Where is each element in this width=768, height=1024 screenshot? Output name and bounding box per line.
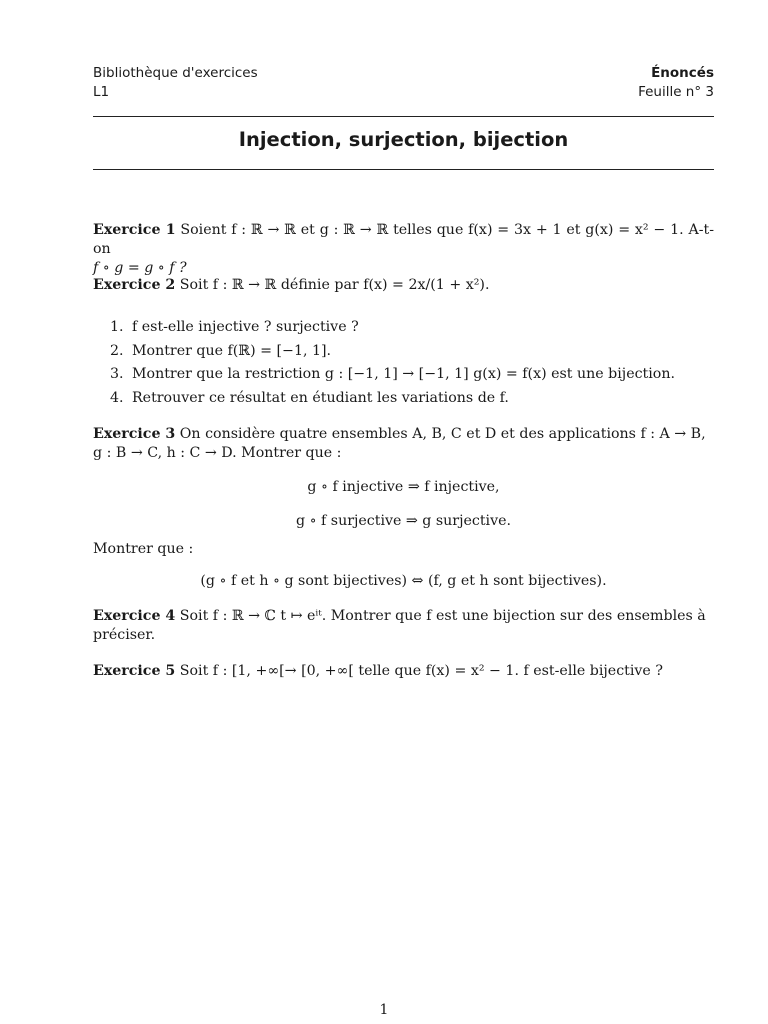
exercise-1-line1: Soient f : ℝ → ℝ et g : ℝ → ℝ telles que f(x) = 3x + 1 et g(x) = x² − 1. A-t-on bbox=[93, 222, 714, 257]
list-item-number: 2. bbox=[110, 342, 124, 359]
list-item-text: Retrouver ce résultat en étudiant les variations de f. bbox=[132, 389, 509, 406]
equation-surjective: g ∘ f surjective ⇒ g surjective. bbox=[295, 513, 511, 529]
list-item-number: 3. bbox=[110, 366, 124, 382]
exercise-3-line1: On considère quatre ensembles A, B, C et D et des applications f : A → B, bbox=[179, 426, 706, 442]
page-title: Injection, surjection, bijection bbox=[238, 128, 569, 151]
header-left bbox=[93, 64, 258, 102]
page-number: 1 bbox=[379, 1002, 389, 1018]
list-item-text: Montrer que la restriction g : [−1, 1] → [−1, 1] g(x) = f(x) est une bijection. bbox=[132, 366, 675, 382]
exercise-3-line2: g : B → C, h : C → D. Montrer que : bbox=[93, 445, 342, 461]
exercise-1 bbox=[93, 221, 714, 278]
exercise-3 bbox=[93, 425, 714, 463]
top-rule bbox=[93, 116, 714, 117]
header-right bbox=[638, 64, 714, 102]
list-item bbox=[110, 316, 714, 340]
list-item bbox=[110, 387, 714, 411]
exercise-3-label: Exercice 3 bbox=[93, 426, 176, 442]
exercise-4 bbox=[93, 607, 714, 645]
exercise-2 bbox=[93, 276, 714, 295]
exercise-4-line1: Soit f : ℝ → ℂ t ↦ eⁱᵗ. Montrer que f est une bijection sur des ensembles à bbox=[179, 608, 706, 624]
exercise-1-label: Exercice 1 bbox=[93, 222, 176, 238]
list-item-text: Montrer que f(ℝ) = [−1, 1]. bbox=[132, 342, 332, 359]
equation-bijective: (g ∘ f et h ∘ g sont bijectives) ⇔ (f, g et h sont bijectives). bbox=[200, 573, 607, 589]
exercise-5 bbox=[93, 662, 714, 681]
list-item bbox=[110, 340, 714, 364]
list-item-number: 1. bbox=[110, 319, 124, 335]
section-name: Énoncés bbox=[651, 65, 714, 81]
list-item-text: f est-elle injective ? surjective ? bbox=[132, 319, 359, 335]
exercise-5-label: Exercice 5 bbox=[93, 663, 176, 679]
list-item-number: 4. bbox=[110, 389, 124, 406]
sheet-number: Feuille n° 3 bbox=[638, 84, 714, 100]
exercise-2-list bbox=[110, 316, 714, 410]
exercise-1-line2: f ∘ g = g ∘ f ? bbox=[93, 260, 187, 276]
exercise-4-label: Exercice 4 bbox=[93, 608, 176, 624]
list-item bbox=[110, 363, 714, 387]
exercise-2-label: Exercice 2 bbox=[93, 277, 176, 293]
equation-injective: g ∘ f injective ⇒ f injective, bbox=[307, 479, 500, 495]
exercise-5-text: Soit f : [1, +∞[→ [0, +∞[ telle que f(x) = x² − 1. f est-elle bijective ? bbox=[179, 663, 663, 679]
library-name: Bibliothèque d'exercices bbox=[93, 65, 258, 81]
exercise-2-text: Soit f : ℝ → ℝ définie par f(x) = 2x/(1 + x²). bbox=[179, 277, 490, 293]
title-rule bbox=[93, 169, 714, 170]
exercise-3-text2: Montrer que : bbox=[93, 541, 194, 557]
course-level: L1 bbox=[93, 84, 110, 100]
exercise-4-line2: préciser. bbox=[93, 627, 156, 643]
